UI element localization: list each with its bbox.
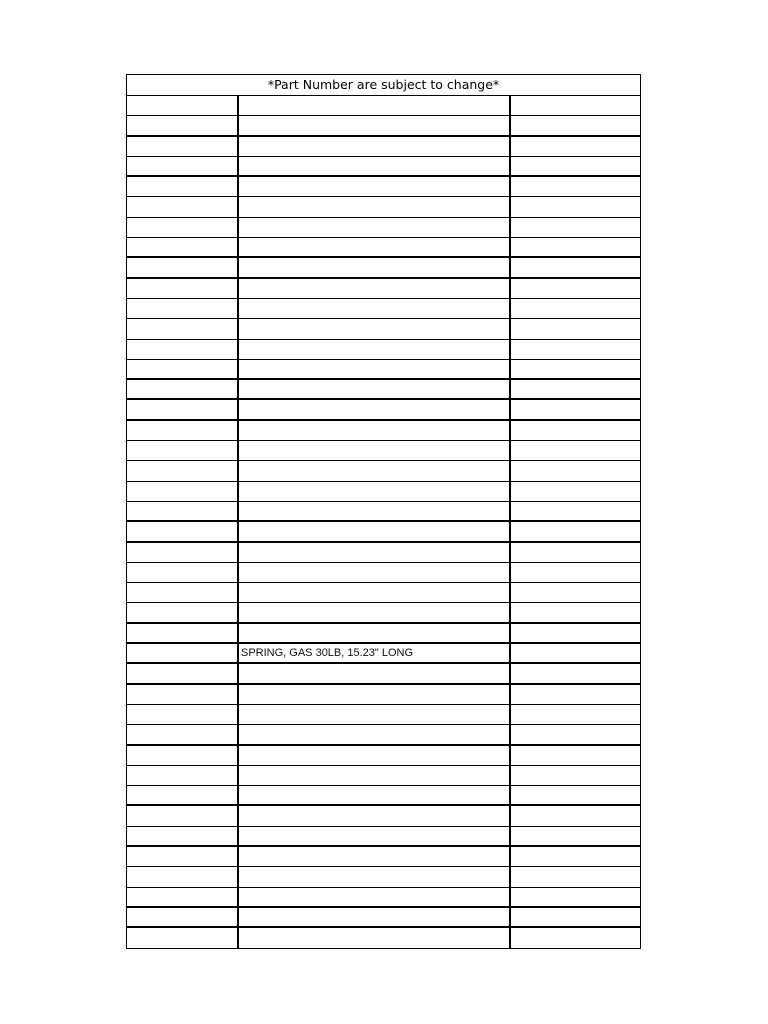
- description-cell: [239, 543, 511, 562]
- table-row: [127, 644, 640, 664]
- part-number-cell: [127, 96, 239, 115]
- part-number-cell: [127, 319, 239, 338]
- part-number-cell: [127, 279, 239, 298]
- table-row: [127, 664, 640, 684]
- table-row: [127, 928, 640, 948]
- part-number-cell: [127, 746, 239, 765]
- part-number-cell: [127, 482, 239, 501]
- description-cell: [239, 563, 511, 582]
- table-row: [127, 319, 640, 339]
- part-number-cell: [127, 441, 239, 460]
- description-cell: [239, 177, 511, 196]
- table-row: [127, 766, 640, 786]
- part-number-cell: [127, 299, 239, 318]
- description-cell: [239, 421, 511, 440]
- part-number-cell: [127, 685, 239, 704]
- quantity-cell: [511, 908, 640, 926]
- quantity-cell: [511, 786, 640, 804]
- description-cell: [239, 279, 511, 298]
- quantity-cell: [511, 319, 640, 338]
- part-number-cell: [127, 705, 239, 724]
- table-row: [127, 482, 640, 502]
- part-number-cell: [127, 400, 239, 418]
- description-cell: [239, 664, 511, 682]
- part-number-cell: [127, 177, 239, 196]
- description-cell: [239, 786, 511, 804]
- part-number-cell: [127, 421, 239, 440]
- description-cell: [239, 96, 511, 115]
- quantity-cell: [511, 766, 640, 785]
- table-row: [127, 908, 640, 928]
- quantity-cell: [511, 583, 640, 602]
- description-cell: [239, 116, 511, 134]
- table-row: [127, 340, 640, 360]
- table-row: [127, 583, 640, 603]
- description-cell: [239, 583, 511, 602]
- quantity-cell: [511, 705, 640, 724]
- table-row: [127, 746, 640, 766]
- quantity-cell: [511, 847, 640, 866]
- quantity-cell: [511, 137, 640, 156]
- part-number-cell: [127, 806, 239, 825]
- part-number-cell: [127, 157, 239, 175]
- table-row: [127, 603, 640, 623]
- table-row: [127, 177, 640, 197]
- part-number-cell: [127, 522, 239, 540]
- quantity-cell: [511, 928, 640, 948]
- quantity-cell: [511, 238, 640, 256]
- description-cell: [239, 847, 511, 866]
- table-row: [127, 685, 640, 705]
- part-number-cell: [127, 928, 239, 948]
- part-number-cell: [127, 908, 239, 926]
- table-row: [127, 522, 640, 542]
- quantity-cell: [511, 543, 640, 562]
- part-number-cell: [127, 827, 239, 845]
- quantity-cell: [511, 279, 640, 298]
- quantity-cell: [511, 197, 640, 216]
- description-cell: [239, 441, 511, 460]
- table-row: [127, 299, 640, 319]
- part-number-cell: [127, 624, 239, 642]
- quantity-cell: [511, 218, 640, 237]
- part-number-cell: [127, 583, 239, 602]
- quantity-cell: [511, 340, 640, 359]
- quantity-cell: [511, 400, 640, 418]
- quantity-cell: [511, 624, 640, 642]
- table-row: [127, 137, 640, 157]
- part-number-cell: [127, 543, 239, 562]
- quantity-cell: [511, 157, 640, 175]
- quantity-cell: [511, 664, 640, 682]
- table-row: [127, 421, 640, 441]
- description-cell: [239, 624, 511, 642]
- description-cell: [239, 137, 511, 156]
- quantity-cell: [511, 96, 640, 115]
- quantity-cell: [511, 360, 640, 378]
- table-row: [127, 116, 640, 136]
- part-number-cell: [127, 461, 239, 480]
- description-cell: [239, 725, 511, 743]
- description-cell: [239, 360, 511, 378]
- description-cell: [239, 888, 511, 906]
- quantity-cell: [511, 258, 640, 276]
- table-row: [127, 400, 640, 420]
- part-number-cell: [127, 766, 239, 785]
- description-cell: [239, 319, 511, 338]
- table-body: [127, 96, 640, 948]
- part-number-cell: [127, 603, 239, 621]
- part-number-cell: [127, 644, 239, 662]
- description-cell: [239, 766, 511, 785]
- part-number-cell: [127, 664, 239, 682]
- table-row: [127, 806, 640, 826]
- description-cell: [239, 157, 511, 175]
- quantity-cell: [511, 867, 640, 886]
- description-cell: [239, 522, 511, 540]
- description-cell: [239, 258, 511, 276]
- part-number-cell: [127, 238, 239, 256]
- table-row: [127, 157, 640, 177]
- table-row: [127, 786, 640, 806]
- quantity-cell: [511, 888, 640, 906]
- table-row: [127, 96, 640, 116]
- description-cell: [239, 502, 511, 520]
- quantity-cell: [511, 502, 640, 520]
- table-row: [127, 867, 640, 887]
- part-number-cell: [127, 340, 239, 359]
- table-title: *Part Number are subject to change*: [127, 75, 640, 96]
- quantity-cell: [511, 563, 640, 582]
- table-row: [127, 441, 640, 461]
- parts-table: [126, 74, 641, 949]
- table-row: [127, 279, 640, 299]
- part-number-cell: [127, 380, 239, 398]
- description-cell: [239, 603, 511, 621]
- table-row: [127, 258, 640, 278]
- table-row: [127, 238, 640, 258]
- description-cell: [239, 299, 511, 318]
- part-number-cell: [127, 867, 239, 886]
- description-cell: [239, 867, 511, 886]
- part-number-cell: [127, 116, 239, 134]
- table-row: [127, 725, 640, 745]
- quantity-cell: [511, 746, 640, 765]
- table-row: [127, 461, 640, 481]
- part-number-cell: [127, 502, 239, 520]
- description-cell: [239, 218, 511, 237]
- part-number-cell: [127, 137, 239, 156]
- description-cell: [239, 380, 511, 398]
- table-row: [127, 847, 640, 867]
- description-cell: [239, 238, 511, 256]
- description-cell: [239, 461, 511, 480]
- quantity-cell: [511, 603, 640, 621]
- table-row: [127, 197, 640, 217]
- part-number-cell: [127, 197, 239, 216]
- quantity-cell: [511, 482, 640, 501]
- description-cell: SPRING, GAS 30LB, 15.23" LONG: [239, 644, 511, 662]
- description-cell: [239, 746, 511, 765]
- quantity-cell: [511, 644, 640, 662]
- description-cell: [239, 482, 511, 501]
- description-cell: [239, 806, 511, 825]
- quantity-cell: [511, 299, 640, 318]
- part-number-cell: [127, 847, 239, 866]
- description-cell: [239, 197, 511, 216]
- quantity-cell: [511, 806, 640, 825]
- quantity-cell: [511, 685, 640, 704]
- table-row: [127, 380, 640, 400]
- part-number-cell: [127, 786, 239, 804]
- description-cell: [239, 705, 511, 724]
- description-cell: [239, 908, 511, 926]
- table-row: [127, 705, 640, 725]
- table-row: [127, 827, 640, 847]
- quantity-cell: [511, 380, 640, 398]
- part-number-cell: [127, 360, 239, 378]
- quantity-cell: [511, 461, 640, 480]
- description-cell: [239, 340, 511, 359]
- quantity-cell: [511, 725, 640, 743]
- table-row: [127, 543, 640, 563]
- table-row: [127, 218, 640, 238]
- part-number-cell: [127, 258, 239, 276]
- table-row: [127, 888, 640, 908]
- quantity-cell: [511, 421, 640, 440]
- quantity-cell: [511, 827, 640, 845]
- description-cell: [239, 827, 511, 845]
- part-number-cell: [127, 725, 239, 743]
- description-cell: [239, 400, 511, 418]
- part-number-cell: [127, 218, 239, 237]
- quantity-cell: [511, 522, 640, 540]
- table-row: [127, 563, 640, 583]
- part-number-cell: [127, 563, 239, 582]
- table-row: [127, 502, 640, 522]
- quantity-cell: [511, 177, 640, 196]
- table-row: [127, 624, 640, 644]
- quantity-cell: [511, 116, 640, 134]
- quantity-cell: [511, 441, 640, 460]
- table-row: [127, 360, 640, 380]
- description-cell: [239, 685, 511, 704]
- part-number-cell: [127, 888, 239, 906]
- description-cell: [239, 928, 511, 948]
